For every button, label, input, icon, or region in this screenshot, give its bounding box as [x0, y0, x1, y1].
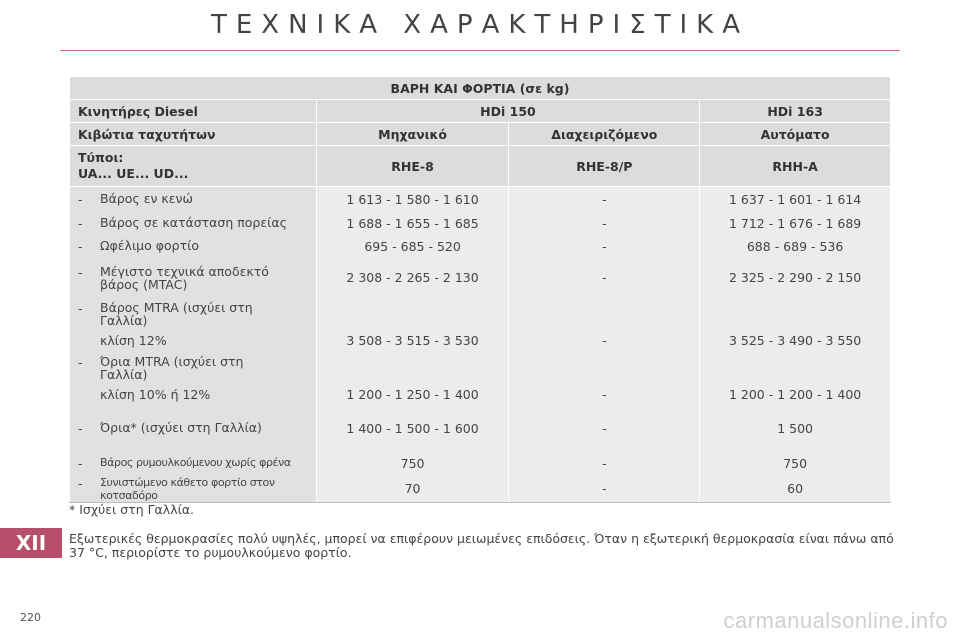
- table-row: [70, 187, 891, 212]
- row-label: - Όρια* (ισχύει στη Γαλλία): [70, 406, 317, 452]
- value-hdi163-auto: 60: [700, 476, 891, 503]
- value-hdi150-manual: 70: [316, 476, 509, 503]
- value-hdi163-auto: 1 712 - 1 676 - 1 689: [700, 212, 891, 235]
- value-hdi150-manual: 750: [316, 452, 509, 476]
- value-hdi150-managed: -: [509, 330, 700, 352]
- row-label: - Όρια MTRA (ισχύει στη Γαλλία): [70, 352, 317, 384]
- table-row: [70, 406, 891, 452]
- engines-label: Κινητήρες Diesel: [70, 100, 317, 123]
- type-rhe8: RHE-8: [316, 146, 509, 187]
- row-label: - Βάρος σε κατάσταση πορείας: [70, 212, 317, 235]
- value-hdi163-auto: 750: [700, 452, 891, 476]
- title-divider: [60, 50, 900, 51]
- value-hdi150-manual: 1 400 - 1 500 - 1 600: [316, 406, 509, 452]
- value-hdi163-auto: 688 - 689 - 536: [700, 235, 891, 258]
- value-hdi163-auto: 3 525 - 3 490 - 3 550: [700, 330, 891, 352]
- value-hdi163-auto: 1 637 - 1 601 - 1 614: [700, 187, 891, 212]
- table-row: [70, 352, 891, 384]
- value-hdi150-manual: 2 308 - 2 265 - 2 130: [316, 258, 509, 298]
- row-label: - Ωφέλιμο φορτίο: [70, 235, 317, 258]
- types-label: [70, 146, 317, 187]
- value-hdi163-auto: 2 325 - 2 290 - 2 150: [700, 258, 891, 298]
- table-row: [70, 452, 891, 476]
- value-hdi150-manual: 1 688 - 1 655 - 1 685: [316, 212, 509, 235]
- temperature-note: Εξωτερικές θερμοκρασίες πολύ υψηλές, μπορεί να επιφέρουν μειωμένες επιδόσεις. Όταν η εξωτερική θερμοκρασία είναι πάνω από 37 °C, περιορίστε το ρυμουλκούμενο φορτίο.: [69, 531, 894, 560]
- value-hdi163-auto: 1 200 - 1 200 - 1 400: [700, 384, 891, 406]
- weights-table: [69, 76, 891, 503]
- table-row: [70, 298, 891, 330]
- table-row: [70, 235, 891, 258]
- row-label: - Βάρος MTRA (ισχύει στη Γαλλία): [70, 298, 317, 330]
- table-title: ΒΑΡΗ ΚΑΙ ΦΟΡΤΙΑ (σε kg): [70, 77, 891, 100]
- table-row: [70, 330, 891, 352]
- row-label: - Βάρος εν κενώ: [70, 187, 317, 212]
- gearbox-managed: Διαχειριζόμενο: [509, 123, 700, 146]
- value-hdi150-manual: 1 200 - 1 250 - 1 400: [316, 384, 509, 406]
- value-hdi150-managed: -: [509, 258, 700, 298]
- value-hdi150-manual: 3 508 - 3 515 - 3 530: [316, 330, 509, 352]
- row-label: - Συνιστώμενο κάθετο φορτίο στον κοτσαδόρο: [70, 476, 317, 503]
- table-row: [70, 258, 891, 298]
- footnote: * Ισχύει στη Γαλλία.: [69, 502, 195, 517]
- value-hdi150-manual: 695 - 685 - 520: [316, 235, 509, 258]
- engine-hdi150: HDi 150: [316, 100, 700, 123]
- row-label: κλίση 12%: [70, 330, 317, 352]
- row-label: κλίση 10% ή 12%: [70, 384, 317, 406]
- table-row: [70, 384, 891, 406]
- type-rhha: RHH-A: [700, 146, 891, 187]
- types-label-line2: UA... UE... UD...: [78, 166, 189, 181]
- engine-hdi163: HDi 163: [700, 100, 891, 123]
- gearbox-label: Κιβώτια ταχυτήτων: [70, 123, 317, 146]
- value-hdi163-auto: 1 500: [700, 406, 891, 452]
- value-hdi150-managed: -: [509, 476, 700, 503]
- gearbox-auto: Αυτόματο: [700, 123, 891, 146]
- watermark: carmanualsonline.info: [723, 608, 948, 633]
- chapter-badge: XII: [0, 528, 62, 558]
- value-hdi150-managed: -: [509, 384, 700, 406]
- row-label: - Βάρος ρυμουλκούμενου χωρίς φρένα: [70, 452, 317, 476]
- types-label-line1: Τύποι:: [78, 150, 124, 165]
- row-label: - Μέγιστο τεχνικά αποδεκτό βάρος (MTAC): [70, 258, 317, 298]
- value-hdi150-managed: -: [509, 406, 700, 452]
- page-number: 220: [20, 611, 41, 624]
- value-hdi150-managed: -: [509, 187, 700, 212]
- value-hdi150-manual: 1 613 - 1 580 - 1 610: [316, 187, 509, 212]
- value-hdi150-managed: -: [509, 212, 700, 235]
- table-row: [70, 212, 891, 235]
- page-title: ΤΕΧΝΙΚΑ ΧΑΡΑΚΤΗΡΙΣΤΙΚΑ: [210, 10, 750, 40]
- gearbox-manual: Μηχανικό: [316, 123, 509, 146]
- value-hdi150-managed: -: [509, 235, 700, 258]
- table-row: [70, 476, 891, 503]
- type-rhe8p: RHE-8/P: [509, 146, 700, 187]
- value-hdi150-managed: -: [509, 452, 700, 476]
